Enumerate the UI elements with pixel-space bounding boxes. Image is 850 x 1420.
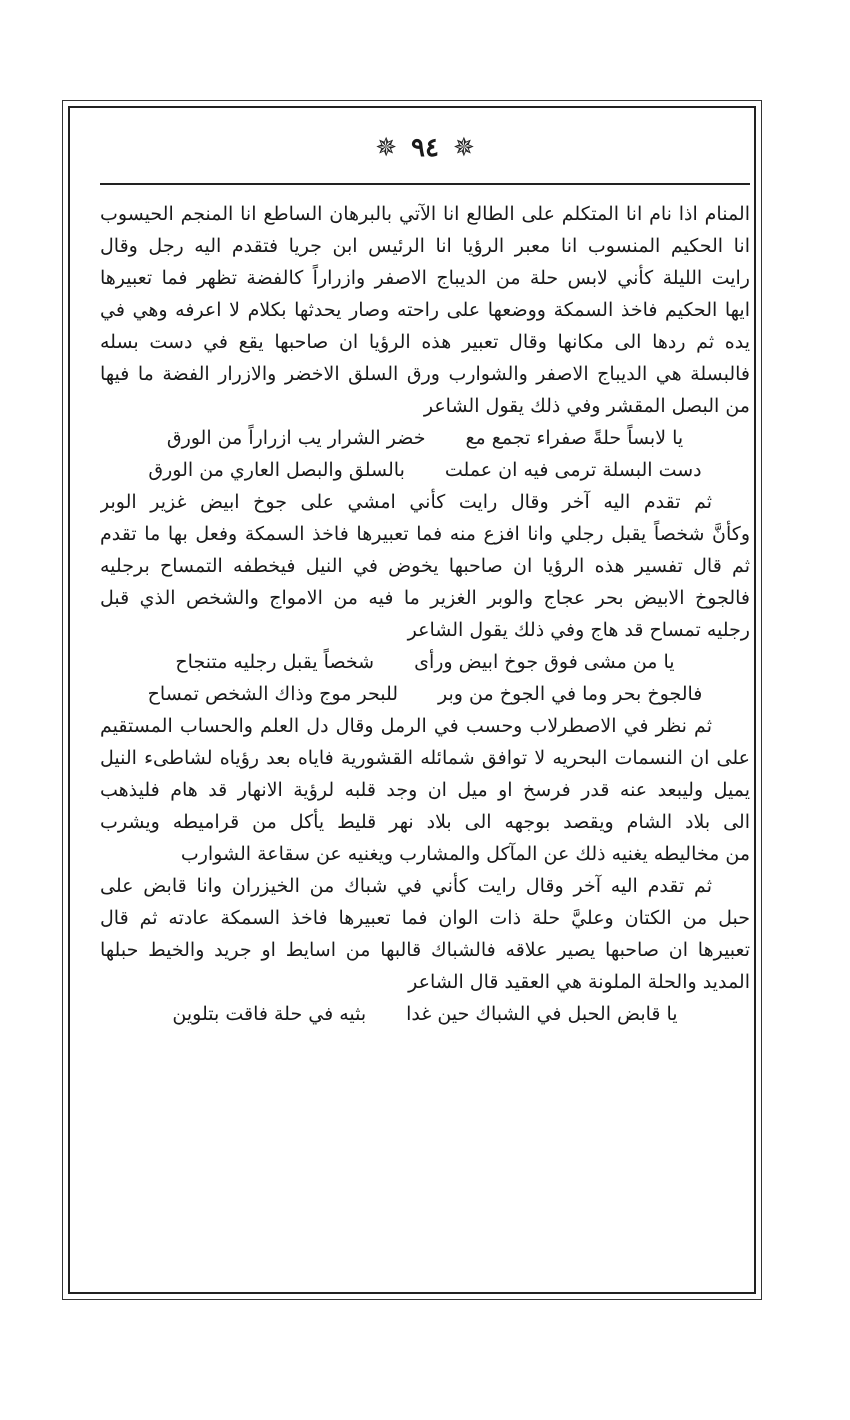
text-line: تعبيرها ان صاحبها يصير علاقه فالشباك قالبها من اسايط او جريد والخيط حبلها [100,939,750,961]
verse-line [100,454,750,486]
verse-hemistich-left: شخصاً يقبل رجليه متنجاح [175,651,375,673]
text-line: يميل وليبعد عنه قدر فرسخ او ميل ان وجد قلبه لرؤية الانهار قد هام فليذهب [100,779,750,801]
verse-hemistich-left: بثيه في حلة فاقت بتلوين [172,1003,367,1025]
text-line: المديد والحلة الملونة هي العقيد قال الشاعر [408,971,750,993]
verse-hemistich-left: بالسلق والبصل العاري من الورق [148,459,405,481]
text-line: يده ثم ردها الى مكانها وقال تعبير هذه الرؤيا ان صاحبها يقع في دست بسله [100,331,750,353]
text-line: المنام اذا نام انا المتكلم على الطالع انا الآتي بالبرهان الساطع انا المنجم الحيسوب [100,203,750,225]
verse-line [100,422,750,454]
text-line: ثم قال تفسير هذه الرؤيا ان صاحبها يخوض في النيل فيخطفه التمساح برجليه [100,555,750,577]
text-line: الى بلاد الشام ويقصد بوجهه الى بلاد نهر قليط يأكل من قراميطه ويشرب [100,811,750,833]
text-line: من البصل المقشر وفي ذلك يقول الشاعر [423,395,750,417]
verse-hemistich-right: فالجوخ بحر وما في الجوخ من وبر [438,683,703,705]
verse-hemistich-right: يا قابض الحبل في الشباك حين غدا [406,1003,678,1025]
verse-hemistich-right: يا من مشى فوق جوخ ابيض ورأى [414,651,675,673]
text-line: ايها الحكيم فاخذ السمكة ووضعها على راحته وصار يحدثها بكلام لا اعرفه وهي في [100,299,750,321]
text-line: حبل من الكتان وعليَّ حلة ذات الوان فما تعبيرها فاخذ السمكة عادته ثم قال [100,907,750,929]
verse-hemistich-left: للبحر موج وذاك الشخص تمساح [147,683,399,705]
verse-hemistich-right: يا لابساً حلةً صفراء تجمع مع [465,427,684,449]
page-number: ٩٤ [411,133,439,163]
text-line: ثم تقدم اليه آخر وقال رايت كأني في شباك من الخيزران وانا قابض على [100,875,712,897]
verse-line [100,998,750,1030]
text-line: رجليه تمساح قد هاج وفي ذلك يقول الشاعر [407,619,750,641]
page-body [100,198,750,1030]
verse-hemistich-right: دست البسلة ترمى فيه ان عملت [444,459,702,481]
text-line: رايت الليلة كأني لابس حلة من الديباج الاصفر وازراراً كالفضة تظهر فما تعبيرها [100,267,750,289]
text-line: على ان النسمات البحريه لا توافق شمائله القشورية فاياه بعد رؤياه لشاطىء النيل [100,747,750,769]
text-line: انا الحكيم المنسوب انا معبر الرؤيا انا الرئيس ابن جريا فتقدم اليه رجل وقال [100,235,750,257]
text-line: ثم نظر في الاصطرلاب وحسب في الرمل وقال دل العلم والحساب المستقيم [100,715,712,737]
text-line: فالجوخ الابيض بحر عجاج والوبر الغزير ما فيه من الامواج والشخص الذي قبل [100,587,750,609]
verse-line [100,678,750,710]
text-line: من مخاليطه يغنيه ذلك عن المآكل والمشارب ويغنيه عن سقاعة الشوارب [180,843,750,865]
ornament-right-icon: ✵ [452,133,475,163]
verse-line [100,646,750,678]
header-rule [100,183,750,185]
text-line: وكأنَّ شخصاً يقبل رجلي وانا افزع منه فما تعبيرها فاخذ السمكة وفعل بها ما تقدم [100,523,750,545]
verse-hemistich-left: خضر الشرار يب ازراراً من الورق [166,427,426,449]
page-header [100,128,750,168]
text-line: فالبسلة هي الديباج الاصفر والشوارب ورق السلق الاخضر والازرار الفضة ما فيها [100,363,750,385]
text-line: ثم تقدم اليه آخر وقال رايت كأني امشي على جوخ ابيض غزير الوبر [100,491,712,513]
ornament-left-icon: ✵ [375,133,398,163]
